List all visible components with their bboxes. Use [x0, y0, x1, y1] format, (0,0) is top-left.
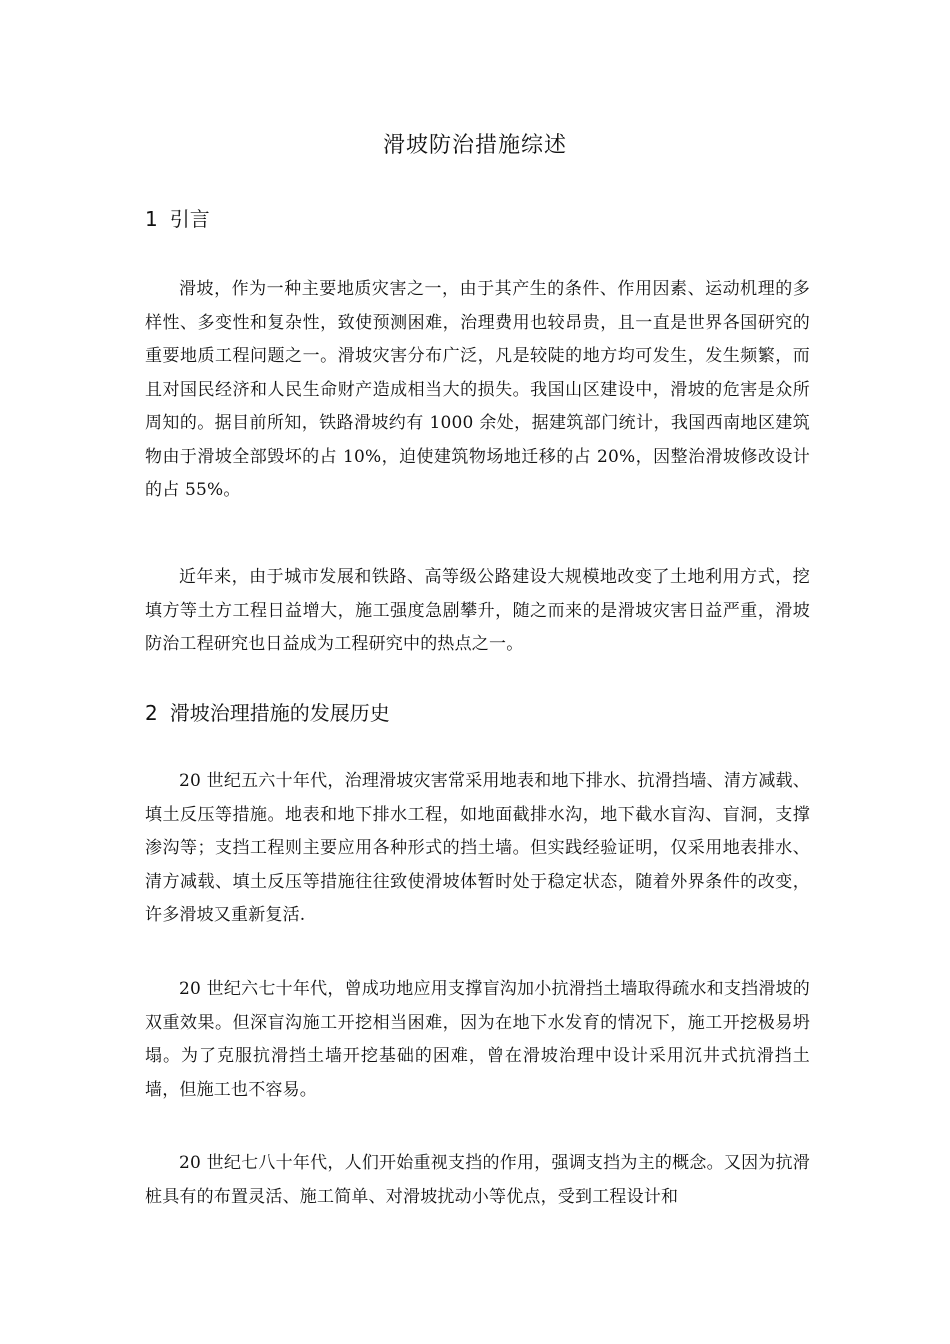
document-title: 滑坡防治措施综述	[382, 133, 567, 158]
section-number: 1	[145, 207, 158, 231]
paragraph: 20 世纪五六十年代，治理滑坡灾害常采用地表和地下排水、抗滑挡墙、清方减载、填土反压等措施。地表和地下排水工程，如地面截排水沟，地下截水盲沟、盲洞，支撑渗沟等；支挡工程则主要应用各种形式的挡土墙。但实践经验证明，仅采用地表排水、清方减载、填土反压等措施往往致使滑坡体暂时处于稳定状态，随着外界条件的改变，许多滑坡又重新复活.	[145, 771, 810, 925]
section-heading-history	[145, 697, 390, 729]
section-heading-text: 滑坡治理措施的发展历史	[169, 701, 390, 725]
paragraph: 滑坡，作为一种主要地质灾害之一，由于其产生的条件、作用因素、运动机理的多样性、多变性和复杂性，致使预测困难，治理费用也较昂贵，且一直是世界各国研究的重要地质工程问题之一。滑坡灾害分布广泛，凡是较陡的地方均可发生，发生频繁，而且对国民经济和人民生命财产造成相当大的损失。我国山区建设中，滑坡的危害是众所周知的。据目前所知，铁路滑坡约有 1000 余处，据建筑部门统计，我国西南地区建筑物由于滑坡全部毁坏的占 10%，迫使建筑物场地迁移的占 20%，因整治滑坡修改设计的占 55%。	[145, 279, 810, 500]
section-number: 2	[145, 701, 158, 725]
paragraph: 近年来，由于城市发展和铁路、高等级公路建设大规模地改变了土地利用方式，挖填方等土方工程日益增大，施工强度急剧攀升，随之而来的是滑坡灾害日益严重，滑坡防治工程研究也日益成为工程研究中的热点之一。	[145, 567, 810, 654]
paragraph: 20 世纪七八十年代，人们开始重视支挡的作用，强调支挡为主的概念。又因为抗滑桩具有的布置灵活、施工简单、对滑坡扰动小等优点，受到工程设计和	[145, 1153, 810, 1207]
paragraph: 20 世纪六七十年代，曾成功地应用支撑盲沟加小抗滑挡土墙取得疏水和支挡滑坡的双重效果。但深盲沟施工开挖相当困难，因为在地下水发育的情况下，施工开挖极易坍塌。为了克服抗滑挡土墙开挖基础的困难，曾在滑坡治理中设计采用沉井式抗滑挡土墙，但施工也不容易。	[145, 979, 810, 1100]
section-heading-introduction	[145, 203, 210, 235]
section-heading-text: 引言	[169, 207, 210, 231]
